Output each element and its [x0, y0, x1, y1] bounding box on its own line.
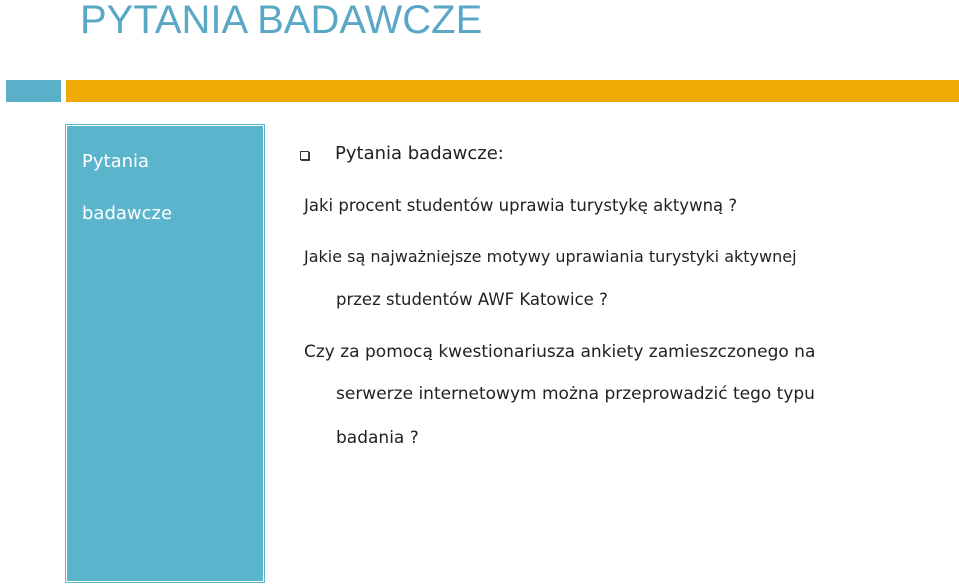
question-3-line-1: Czy za pomocą kwestionariusza ankiety zamieszczonego na — [304, 342, 816, 362]
title-accent-bar-blue — [6, 80, 61, 102]
bullet-heading: Pytania badawcze: — [335, 143, 504, 164]
side-panel — [66, 125, 264, 582]
side-panel-label-line1: Pytania — [82, 151, 150, 172]
side-panel-label-line2: badawcze — [82, 203, 173, 224]
title-accent-bar-gold — [66, 80, 959, 102]
bullet-heading-row — [300, 143, 504, 165]
square-bullet-icon — [300, 151, 309, 160]
question-1: Jaki procent studentów uprawia turystykę aktywną ? — [304, 196, 738, 215]
question-3-line-2: serwerze internetowym można przeprowadzić tego typu — [336, 384, 815, 404]
slide-title: PYTANIA BADAWCZE — [80, 0, 483, 42]
question-2-line-1: Jakie są najważniejsze motywy uprawiania turystyki aktywnej — [304, 247, 797, 266]
question-3-line-3: badania ? — [336, 428, 419, 448]
question-2-line-2: przez studentów AWF Katowice ? — [336, 290, 608, 309]
